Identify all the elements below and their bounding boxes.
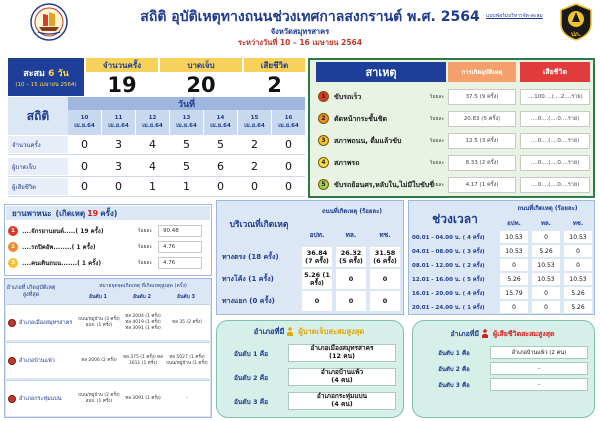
time-cell: 10.53 [500,231,528,243]
cause-deaths: ....0....(....0....ราย) [520,133,590,149]
vehicle-name: ....รถปิคอัพ........( 1 ครั้ง) [22,244,96,251]
time-cell: 10.53 [564,231,592,243]
district-road-cell: ทล 5027 (1 ครั้ง) ถนน/หมู่บ้าน (1 ครั้ง) [166,355,208,366]
time-range: 04.01 - 08.00 น. [412,248,461,255]
province-name: จังหวัดสมุทรสาคร [270,27,330,36]
location-cell: 31.58 (6 ครั้ง) [370,247,400,267]
injured-rank-district: อำเภอเมืองสมุทรสาคร [310,344,374,353]
cause-name: ขับรถเร็ว [334,92,362,101]
injured-rank-count: (4 คน) [331,400,353,408]
stat-label: สถิติ [8,97,68,135]
time-cell: 0 [564,259,592,271]
time-cell: 0 [564,245,592,257]
day-header [238,110,271,135]
district-road-cell: ถนน/หมู่บ้าน (2 ครั้ง) อบจ. (1 ครั้ง) [78,393,120,404]
district-road-cell: ถนน/หมู่บ้าน (3 ครั้ง) อบจ. (1 ครั้ง) [78,317,120,328]
cause-deaths: ....100....(....2....ราย) [520,89,590,105]
time-column-header: ทล. [541,220,551,227]
causes-accidents-header: การเกิดอุบัติเหตุ [448,62,516,82]
time-cell: 0 [532,287,560,299]
vehicle-unit: ร้อยละ [137,228,153,234]
day-header [102,110,135,135]
cause-unit: ร้อยละ [429,138,445,144]
cumulative-prefix: สะสม [23,68,45,79]
location-row [218,246,402,268]
day-month: เม.ย.64 [278,122,299,129]
time-row [410,301,593,314]
time-count: ( 1 ครั้ง) [462,304,485,311]
daily-row-label: ผู้เสียชีวิต [8,178,68,195]
time-header-right: ถนนที่เกิดเหตุ (ร้อยละ) [517,205,578,212]
fatality-rank-value: อำเภอบ้านแพ้ว (2 คน) [490,346,588,359]
cause-row [316,174,590,196]
district-road-cell: ทล 375 (1 ครั้ง) ทล 3011 (1 ครั้ง) [123,355,163,366]
district-row [6,304,210,340]
day-number: 11 [114,115,123,122]
day-header [204,110,237,135]
daily-cell: 3 [115,160,122,173]
cause-name: ขับรถย้อนศร,หลับใน,ไม่มีใบขับขี่ [334,180,435,189]
location-column-header: ทล. [345,231,357,239]
location-name: ทางโค้ง (1 ครั้ง) [222,274,274,283]
cause-percent: 12.5 (3 ครั้ง) [448,133,516,149]
vehicle-number-badge: 1 [8,226,18,236]
injured-rank-title [220,324,400,340]
location-cell: 26.32 (5 ครั้ง) [336,247,366,267]
cause-deaths: ....0....(....0....ราย) [520,111,590,127]
fatality-rank-label: อันดับ 3 คือ [438,381,470,389]
time-column-header: ทช. [572,220,584,227]
shield-icon [558,2,594,42]
time-cell: 0 [532,231,560,243]
vehicle-row [6,256,206,270]
time-row [410,273,593,286]
vehicle-row [6,240,206,254]
day-number: 16 [284,115,293,122]
day-number: 10 [80,115,89,122]
daily-cell: 0 [81,160,88,173]
cause-name: สภาพถนน, ดื่มแล้วขับ [334,136,402,145]
district-road-cell: ทล 2004 (1 ครั้ง) ทล 4019 (1 ครั้ง) ทล 3091 (1 ครั้ง) [125,314,161,331]
time-count: ( 4 ครั้ง) [462,290,485,297]
daily-cell: 6 [217,160,224,173]
time-range: 08.01 - 12.00 น. [412,262,461,269]
vehicle-number-badge: 2 [8,242,18,252]
time-label [410,287,498,300]
time-row [410,231,593,244]
time-column-header: อปท. [507,220,521,227]
accidents-value: 19 [107,72,137,97]
injured-rank-label: อันดับ 2 คือ [234,374,268,382]
time-cell: 10.53 [564,273,592,285]
time-label [410,259,498,272]
cumulative-days: 6 วัน [48,68,69,79]
day-month: เม.ย.64 [176,122,197,129]
location-name: ทางตรง (18 ครั้ง) [222,252,279,261]
time-count: ( 2 ครั้ง) [462,262,485,269]
location-pin-icon [8,395,16,403]
district-rank-header: อันดับ 1 [88,294,108,300]
time-label [410,245,498,258]
cumulative-range: (10 – 15 เมษายน 2564) [15,81,77,88]
vehicles-title-close: ครั้ง) [100,208,118,218]
location-cell: 0 [370,291,400,311]
grid-divider [8,154,305,155]
time-row [410,259,593,272]
daily-cell: 0 [251,180,258,193]
fatality-rank-label: อันดับ 1 คือ [438,349,470,357]
time-cell: 5.26 [564,287,592,299]
time-count: ( 3 ครั้ง) [462,248,485,255]
district-name: อำเภอเมืองสมุทรสาคร [19,320,73,326]
district-name-cell [8,305,76,341]
vehicles-title-open: (เกิดเหตุ [55,208,86,218]
cause-number-badge: 1 [318,91,329,102]
cause-deaths: ....0....(....0....ราย) [520,177,590,193]
cause-percent: 20.83 (5 ครั้ง) [448,111,516,127]
daily-cell: 1 [183,180,190,193]
districts-header-left: อำเภอที่ เกิดอุบัติเหตุสูงที่สุด [6,284,56,298]
injured-rank-label: อันดับ 1 คือ [234,350,268,358]
injured-rank-count: (4 คน) [331,376,353,384]
cause-percent: 4.17 (1 ครั้ง) [448,177,516,193]
location-cell: 0 [370,269,400,289]
time-row [410,287,593,300]
cause-number-badge: 5 [318,179,329,190]
cause-name: ตัดหน้ากระชั้นชิด [334,114,388,123]
time-cell: 0 [500,301,528,313]
day-month: เม.ย.64 [108,122,129,129]
day-header [272,110,305,135]
location-pin-icon [8,319,16,327]
deaths-label: เสียชีวิต [244,58,305,72]
location-row [218,290,402,312]
cause-name: สภาพรถ [334,158,360,167]
daily-cell: 5 [183,160,190,173]
fatality-rank-value: - [490,378,588,391]
cause-deaths: ....0....(....0....ราย) [520,155,590,171]
cause-unit: ร้อยละ [429,94,445,100]
district-row [6,380,210,416]
time-cell: 5.26 [532,245,560,257]
district-row [6,342,210,378]
locations-header-right: ถนนที่เกิดเหตุ (ร้อยละ) [321,208,383,215]
cumulative-box [8,58,84,96]
daily-cell: 0 [81,138,88,151]
district-name-cell [8,381,76,417]
causes-title: สาเหตุ [316,62,446,82]
time-count: ( 4 ครั้ง) [462,234,485,241]
daily-row-label: จำนวนครั้ง [8,136,68,153]
time-cell: 10.53 [532,273,560,285]
vehicle-value: 4.76 [158,257,202,269]
location-row [218,268,402,290]
cause-unit: ร้อยละ [429,116,445,122]
vehicle-name: ....จักรยานยนต์.....( 19 ครั้ง) [22,228,104,235]
page-title: สถิติ อุบัติเหตุทางถนนช่วงเทศกาลสงกรานต์ พ.ศ. 2564 [140,9,480,25]
district-name: อำเภอกระทุ่มแบน [19,396,62,402]
cause-unit: ร้อยละ [429,182,445,188]
cause-row [316,108,590,130]
daily-cell: 2 [251,160,258,173]
day-number: 12 [148,115,157,122]
fatality-rank-title [416,326,591,342]
location-column-header: ทช. [379,231,391,239]
district-rank-header: อันดับ 3 [176,294,196,300]
dept-logo [558,2,594,42]
logo-right-text: ปภ. [570,31,582,38]
person-icon [481,329,489,340]
day-number: 13 [182,115,191,122]
district-road-cell: ทล 3091 (1 ครั้ง) [125,396,161,402]
cause-percent: 37.5 (9 ครั้ง) [448,89,516,105]
location-cell: 0 [302,291,332,311]
day-month: เม.ย.64 [142,122,163,129]
cause-percent: 8.33 (2 ครั้ง) [448,155,516,171]
location-cell: 36.84 (7 ครั้ง) [302,247,332,267]
time-cell: 0 [500,259,528,271]
time-label [410,231,498,244]
daily-cell: 0 [285,180,292,193]
cause-row [316,130,590,152]
time-cell: 0 [532,301,560,313]
vehicle-number-badge: 3 [8,258,18,268]
daily-cell: 0 [285,138,292,151]
location-pin-icon [8,357,16,365]
daily-cell: 5 [217,138,224,151]
daily-cell: 1 [149,180,156,193]
day-month: เม.ย.64 [210,122,231,129]
locations-header-left: บริเวณที่เกิดเหตุ [229,220,289,230]
province-logo [30,3,68,41]
vehicles-title [6,206,210,220]
location-cell: 0 [336,269,366,289]
grid-divider [8,196,305,197]
injured-rank-district: อำเภอกระทุ่มแบน [316,392,368,401]
location-cell: 0 [336,291,366,311]
daily-cell: 0 [217,180,224,193]
fatality-rank-title-highlight: ผู้เสียชีวิตสะสมสูงสุด [493,329,555,338]
time-range: 20.01 - 24.00 น. [412,304,461,311]
injured-rank-box [288,392,396,410]
cause-number-badge: 2 [318,113,329,124]
time-header-left: ช่วงเวลา [432,211,478,226]
fatality-rank-label: อันดับ 2 คือ [438,365,470,373]
time-cell: 5.26 [564,301,592,313]
location-column-header: อปท. [309,231,325,239]
day-month: เม.ย.64 [74,122,95,129]
time-label [410,273,498,286]
vehicle-value: 90.48 [158,225,202,237]
time-range: 00.01 - 04.00 น. [412,234,461,241]
accidents-label: จำนวนครั้ง [86,58,158,72]
day-label: วันที่ [68,97,305,110]
daily-cell: 0 [81,180,88,193]
causes-deaths-header: เสียชีวิต [520,62,590,82]
junk-boat-icon [30,3,68,41]
injured-rank-title-highlight: ผู้บาดเจ็บสะสมสูงสุด [298,327,365,336]
injured-rank-label: อันดับ 3 คือ [234,398,268,406]
vehicles-title-prefix: ยานพาหนะ [12,208,52,218]
cause-number-badge: 4 [318,157,329,168]
time-cell: 5.26 [500,273,528,285]
injured-rank-box [288,368,396,386]
vehicles-title-count: 19 [87,208,99,218]
day-number: 15 [250,115,259,122]
form-link[interactable]: แบบฟอร์มบริหารจัด-สะสม [486,13,543,19]
district-name-cell [8,343,76,379]
injured-rank-count: (12 คน) [328,352,356,360]
time-cell: 10.53 [532,259,560,271]
daily-cell: 3 [115,138,122,151]
daily-cell: 0 [115,180,122,193]
deaths-value: 2 [267,72,282,97]
daily-row-label: ผู้บาดเจ็บ [8,158,68,175]
report-period: ระหว่างวันที่ 10 – 16 เมษายน 2564 [237,38,363,47]
injured-rank-district: อำเภอบ้านแพ้ว [320,368,364,377]
time-label [410,301,498,314]
vehicle-unit: ร้อยละ [137,260,153,266]
location-name: ทางแยก (0 ครั้ง) [222,296,275,305]
day-month: เม.ย.64 [244,122,265,129]
district-road-cell: ทล 35 (2 ครั้ง) [172,320,202,326]
injured-rank-title-prefix: อำเภอที่มี [253,327,285,336]
injured-label: บาดเจ็บ [160,58,242,72]
time-range: 12.01 - 16.00 น. [412,276,461,283]
time-count: ( 5 ครั้ง) [462,276,485,283]
day-header [170,110,203,135]
grid-divider [8,176,305,177]
daily-cell: 2 [251,138,258,151]
cause-unit: ร้อยละ [429,160,445,166]
time-cell: 15.79 [500,287,528,299]
daily-cell: 5 [183,138,190,151]
fatality-rank-title-prefix: อำเภอที่มี [450,329,480,338]
time-cell: 10.53 [500,245,528,257]
vehicle-row [6,224,206,238]
cause-number-badge: 3 [318,135,329,146]
injured-value: 20 [186,72,216,97]
daily-cell: 4 [149,138,156,151]
vehicle-value: 4.76 [158,241,202,253]
injured-rank-box [288,344,396,362]
district-rank-header: อันดับ 2 [132,294,152,300]
person-icon [286,327,294,338]
district-name: อำเภอบ้านแพ้ว [19,358,55,364]
vehicle-unit: ร้อยละ [137,244,153,250]
cause-row [316,152,590,174]
time-range: 16.01 - 20.00 น. [412,290,461,297]
district-road-cell: - [186,396,188,402]
location-cell: 5.26 (1 ครั้ง) [302,269,332,289]
day-number: 14 [216,115,225,122]
fatality-rank-value: - [490,362,588,375]
day-header [136,110,169,135]
time-row [410,245,593,258]
vehicle-name: ....คนเดินถนน.......( 1 ครั้ง) [22,260,102,267]
cause-row [316,86,590,108]
day-header [68,110,101,135]
daily-cell: 4 [149,160,156,173]
daily-cell: 0 [285,160,292,173]
district-road-cell: ทล 2006 (2 ครั้ง) [81,358,117,364]
districts-header-right: หมายจุดจุดเกิดเหตุ ที่เกิดเหตุสูงสุด (ครั้ง) [99,282,187,289]
